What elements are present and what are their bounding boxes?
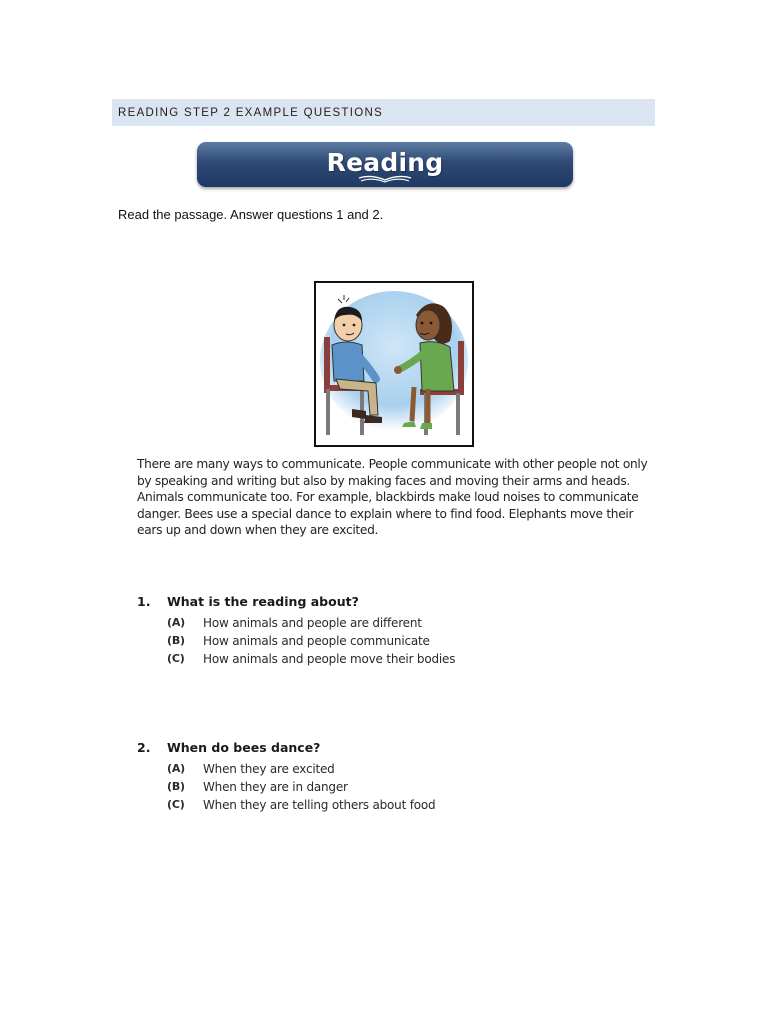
answer-option[interactable] (167, 760, 435, 778)
answer-option[interactable] (167, 778, 435, 796)
open-book-icon (357, 174, 413, 184)
question-text: When do bees dance? (167, 740, 321, 755)
answer-options (167, 614, 455, 668)
question-text: What is the reading about? (167, 594, 359, 609)
option-text: How animals and people communicate (203, 634, 430, 648)
answer-option[interactable] (167, 796, 435, 814)
question-1 (137, 594, 455, 668)
question-number: 1. (137, 594, 151, 609)
answer-options (167, 760, 435, 814)
answer-option[interactable] (167, 614, 455, 632)
option-text: When they are in danger (203, 780, 348, 794)
question-number: 2. (137, 740, 151, 755)
instruction-text: Read the passage. Answer questions 1 and 2. (118, 207, 384, 222)
option-text: How animals and people are different (203, 616, 422, 630)
answer-option[interactable] (167, 650, 455, 668)
section-header-label: READING STEP 2 EXAMPLE QUESTIONS (118, 106, 384, 119)
option-letter: (A) (167, 616, 185, 629)
option-letter: (C) (167, 652, 185, 665)
option-letter: (A) (167, 762, 185, 775)
option-text: How animals and people move their bodies (203, 652, 456, 666)
option-text: When they are telling others about food (203, 798, 436, 812)
two-people-talking-illustration (314, 281, 474, 447)
option-letter: (B) (167, 634, 185, 647)
option-letter: (C) (167, 798, 185, 811)
section-header (112, 99, 655, 126)
question-2 (137, 740, 435, 814)
reading-passage: There are many ways to communicate. People communicate with other people not only by speaking and writing but also by making faces and moving their arms and heads. Animals communicate too. For example, blackbirds make loud noises to communicate danger. Bees use a special dance to explain where to find food. Elephants move their ears up and down when they are excited. (137, 457, 648, 537)
answer-option[interactable] (167, 632, 455, 650)
option-text: When they are excited (203, 762, 335, 776)
banner-title: Reading (326, 148, 444, 177)
option-letter: (B) (167, 780, 185, 793)
